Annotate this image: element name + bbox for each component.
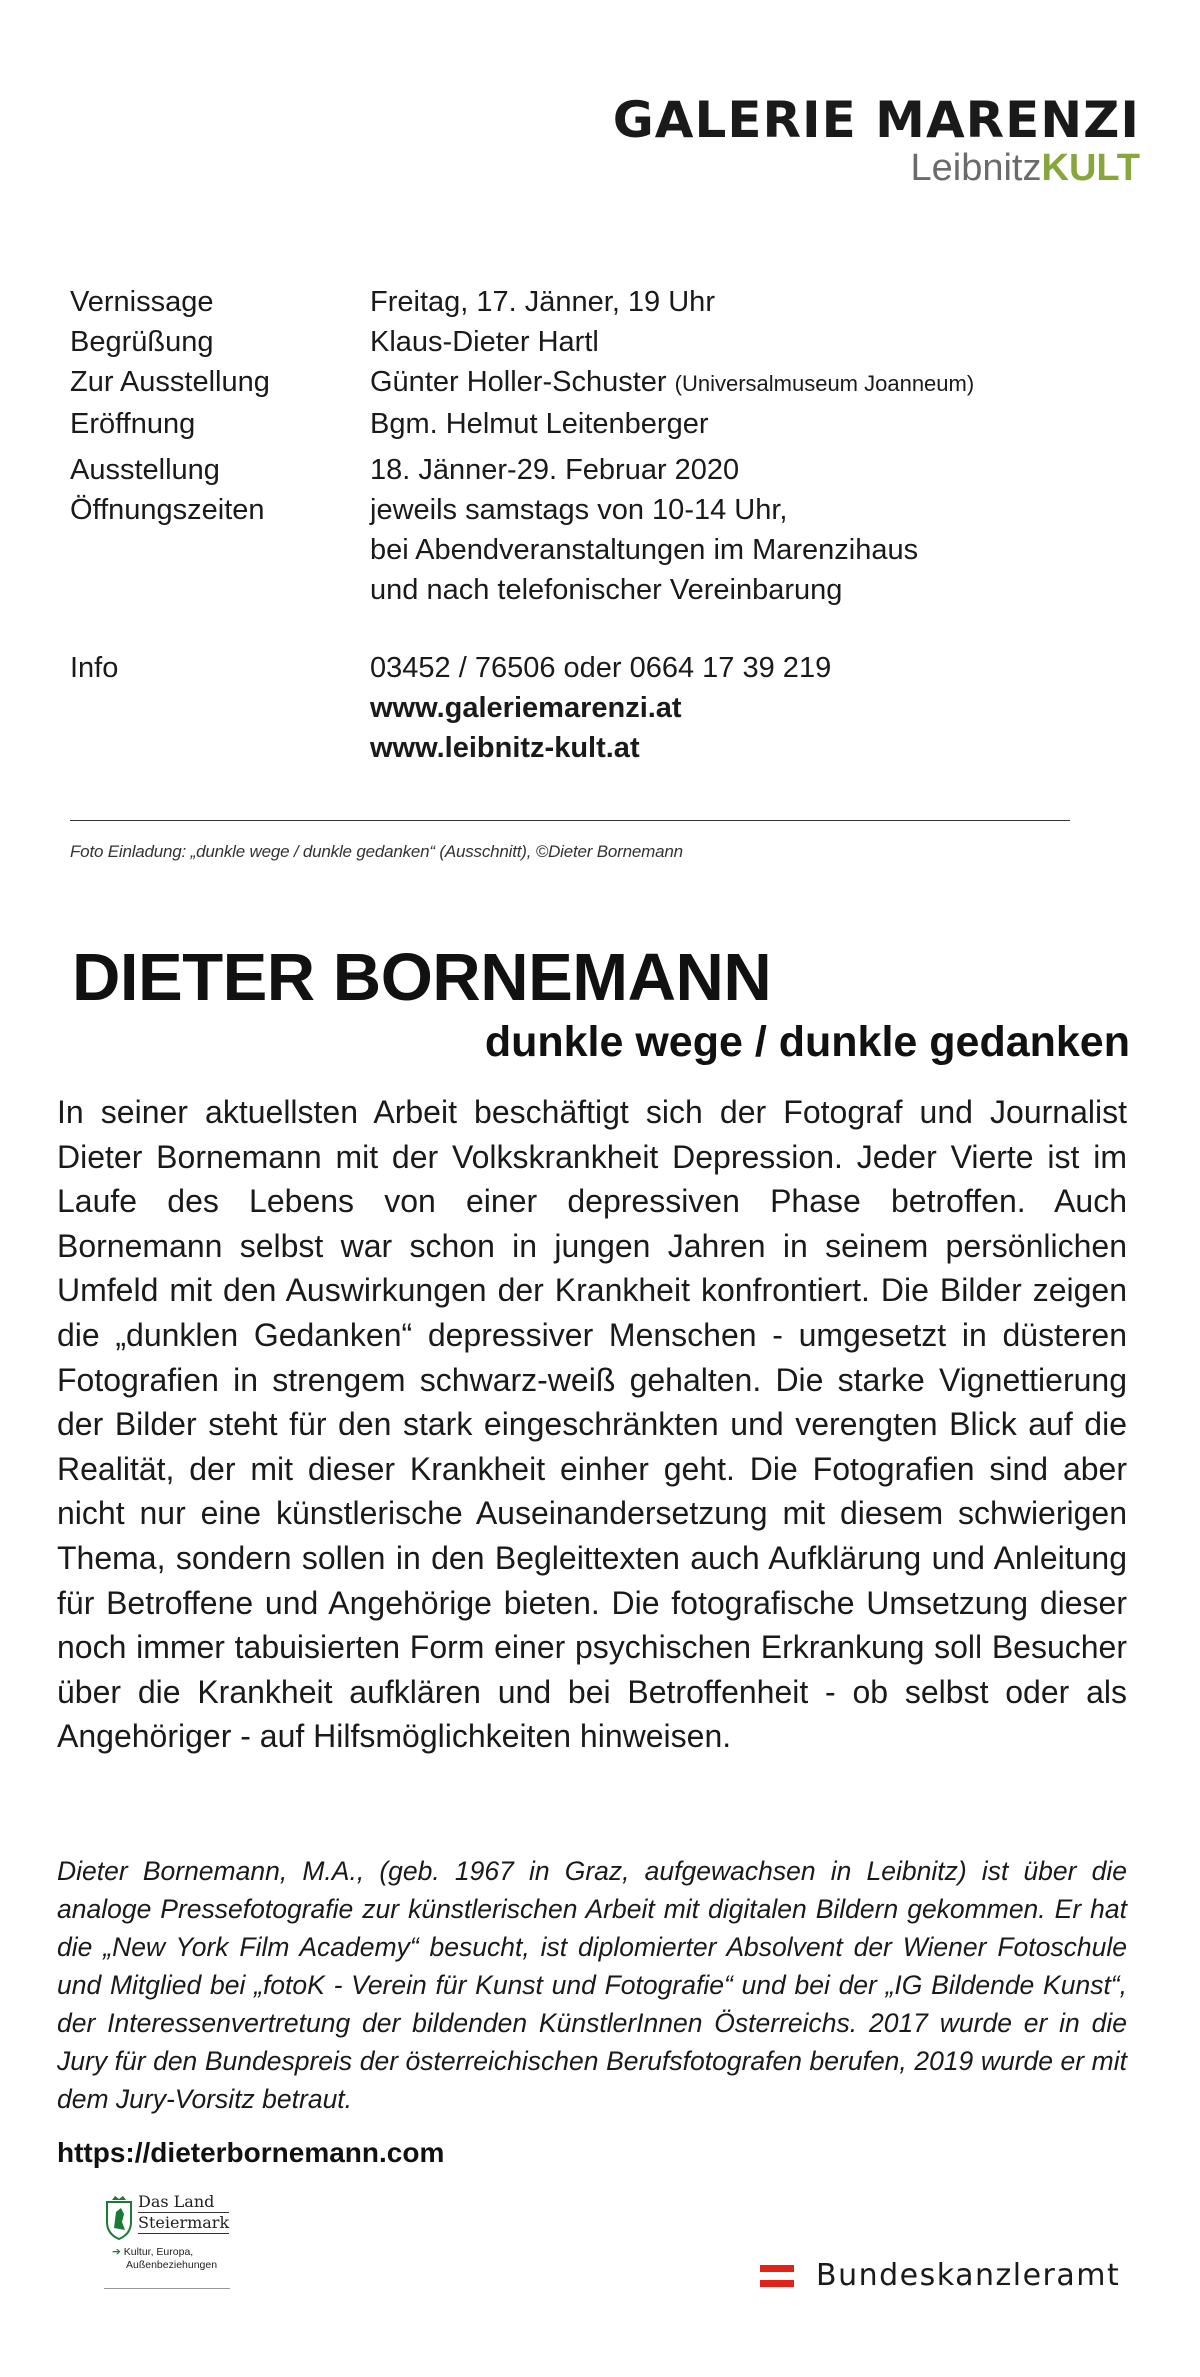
value-begruessung: Klaus-Dieter Hartl — [370, 326, 599, 358]
opening-line: jeweils samstags von 10-14 Uhr, — [370, 494, 788, 526]
info-row-zur-ausstellung — [70, 362, 1070, 404]
info-row-begruessung — [70, 322, 1070, 362]
galerie-logo — [613, 92, 1140, 188]
website-link-galerie[interactable]: www.galeriemarenzi.at — [370, 692, 682, 724]
steiermark-department — [112, 2246, 217, 2272]
coat-of-arms-icon — [104, 2194, 134, 2240]
divider — [70, 820, 1070, 821]
austria-flag-icon — [760, 2265, 794, 2287]
website-link-kult[interactable]: www.leibnitz-kult.at — [370, 732, 640, 764]
value-eroeffnung: Bgm. Helmut Leitenberger — [370, 408, 709, 440]
speaker-affiliation: (Universalmuseum Joanneum) — [674, 371, 975, 396]
opening-line: und nach telefonischer Vereinbarung — [370, 574, 843, 606]
steiermark-line2: Steiermark — [138, 2213, 230, 2232]
steiermark-underline — [104, 2288, 230, 2289]
artist-website-link[interactable]: https://dieterbornemann.com — [57, 2137, 445, 2168]
logo-sub-left: Leibnitz — [910, 147, 1042, 189]
label-ausstellung: Ausstellung — [70, 454, 220, 486]
bka-logo — [760, 2258, 1120, 2293]
label-begruessung: Begrüßung — [70, 326, 214, 358]
info-row-ausstellung — [70, 450, 1070, 490]
bka-name: Bundeskanzleramt — [816, 2258, 1121, 2293]
phone-numbers: 03452 / 76506 oder 0664 17 39 219 — [370, 652, 832, 684]
artist-name: DIETER BORNEMANN — [72, 940, 772, 1015]
artist-bio: Dieter Bornemann, M.A., (geb. 1967 in Graz, aufgewachsen in Leibnitz) ist über die analoge Pressefotografie zur künstlerischen Arbeit mit digitalen Bildern gekommen. Er hat die „New York Film Academy“ besucht, ist diplomierter Absolvent der Wiener Fotoschule und Mitglied bei „fotoK - Verein für Kunst und Fotografie“ und bei der „IG Bildende Kunst“, der Interessenvertretung der bildenden KünstlerInnen Österreichs. 2017 wurde er in die Jury für den Bundespreis der österreichischen Berufsfotografen berufen, 2019 wurde er mit dem Jury-Vorsitz betraut. — [57, 1856, 1127, 2114]
opening-line: bei Abendveranstaltungen im Marenzihaus — [370, 534, 919, 566]
arrow-right-icon: ➔ — [112, 2246, 121, 2258]
steiermark-sub1: Kultur, Europa, — [123, 2246, 194, 2258]
info-row-oeffnungszeiten — [70, 490, 1070, 610]
logo-sub-right: KULT — [1041, 147, 1140, 189]
label-oeffnungszeiten: Öffnungszeiten — [70, 494, 265, 526]
steiermark-sub2: Außenbeziehungen — [126, 2259, 218, 2271]
label-info: Info — [70, 652, 119, 684]
label-vernissage: Vernissage — [70, 286, 214, 318]
logo-title: GALERIE MARENZI — [612, 91, 1140, 149]
label-zur-ausstellung: Zur Ausstellung — [70, 366, 270, 398]
info-row-info — [70, 648, 1070, 768]
value-info — [370, 648, 1070, 768]
photo-credit: Foto Einladung: „dunkle wege / dunkle gedanken“ (Ausschnitt), ©Dieter Bornemann — [70, 842, 683, 861]
steiermark-name — [138, 2192, 229, 2234]
value-ausstellung: 18. Jänner-29. Februar 2020 — [370, 454, 740, 486]
exhibition-description: In seiner aktuellsten Arbeit beschäftigt sich der Fotograf und Journalist Dieter Bornemann mit der Volkskrankheit Depression. Jeder Vierte ist im Laufe des Lebens von einer depressiven Phase betroffen. Auch Bornemann selbst war schon in jungen Jahren in seinem persönlichen Umfeld mit den Auswirkungen der Krankheit konfrontiert. Die Bilder zeigen die „dunklen Gedanken“ depressiver Menschen - umgesetzt in düsteren Fotografien in strengem schwarz-weiß gehalten. Die starke Vignettierung der Bilder steht für den stark eingeschränkten und verengten Blick auf die Realität, der mit dieser Krankheit einher geht. Die Fotografien sind aber nicht nur eine künstlerische Auseinandersetzung mit diesem schwierigen Thema, sondern sollen in den Begleittexten auch Aufklärung und Anleitung für Betroffene und Angehörige bieten. Die fotografische Umsetzung dieser noch immer tabuisierten Form einer psychischen Erkrankung soll Besucher über die Krankheit aufklären und bei Betroffenheit - ob selbst oder als Angehöriger - auf Hilfsmöglichkeiten hinweisen. — [57, 1094, 1127, 1755]
logo-subtitle — [613, 148, 1140, 188]
value-vernissage: Freitag, 17. Jänner, 19 Uhr — [370, 286, 715, 318]
steiermark-logo — [104, 2192, 234, 2290]
speaker-name: Günter Holler-Schuster — [370, 366, 667, 398]
info-row-vernissage — [70, 282, 1070, 322]
label-eroeffnung: Eröffnung — [70, 408, 196, 440]
value-oeffnungszeiten — [370, 490, 1070, 610]
event-info — [70, 282, 1070, 768]
info-row-eroeffnung — [70, 404, 1070, 444]
exhibition-title: dunkle wege / dunkle gedanken — [484, 1018, 1130, 1066]
steiermark-line1: Das Land — [138, 2192, 229, 2213]
value-zur-ausstellung — [370, 362, 1070, 404]
